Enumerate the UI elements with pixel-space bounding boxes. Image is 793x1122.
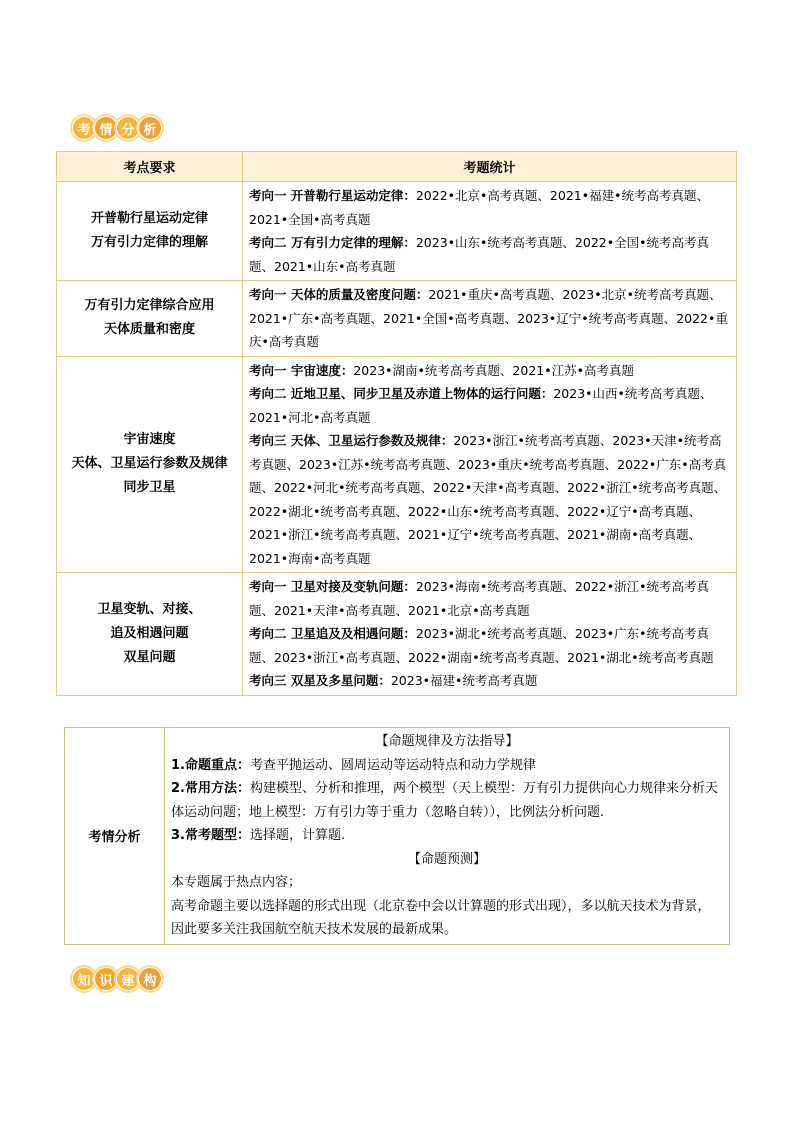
exam-statistics-table <box>56 151 737 696</box>
analysis-paragraph: 高考命题主要以选择题的形式出现（北京卷中会以计算题的形式出现），多以航天技术为背景，因此要多关注我国航空航天技术发展的最新成果。 <box>171 898 711 937</box>
paragraph-label: 2.常用方法： <box>171 781 250 796</box>
item-label: 考向三 天体、卫星运行参数及规律： <box>249 433 454 448</box>
item-text: 2023•山东•统考高考真题、2022•全国•统考高考真题、2021•山东•高考真题 <box>249 235 709 274</box>
requirement-cell <box>57 182 243 281</box>
paragraph-text: 考查平抛运动、圆周运动等运动特点和动力学规律 <box>249 757 536 773</box>
item-label: 考向一 宇宙速度： <box>249 362 354 378</box>
requirement-line: 天体质量和密度 <box>103 322 195 338</box>
exam-item <box>249 429 730 570</box>
requirement-line: 同步卫星 <box>123 480 176 496</box>
badge-char: 识 <box>94 967 118 991</box>
prediction-heading: 【命题预测】 <box>407 851 486 867</box>
analysis-paragraph <box>171 754 723 778</box>
requirement-line: 宇宙速度 <box>123 432 176 448</box>
statistics-cell <box>243 182 737 281</box>
table-row <box>57 573 737 696</box>
section-badge-zhishi <box>72 966 160 992</box>
paragraph-text: 选择题，计算题. <box>249 828 346 843</box>
analysis-table <box>64 727 730 945</box>
guidance-heading: 【命题规律及方法指导】 <box>375 734 519 749</box>
badge-char: 析 <box>138 116 162 140</box>
analysis-body <box>165 728 730 945</box>
item-label: 考向二 万有引力定律的理解： <box>249 235 416 250</box>
item-text: 2023•湖南•统考高考真题、2021•江苏•高考真题 <box>353 362 634 378</box>
item-text: 2022•北京•高考真题、2021•福建•统考高考真题、2021•全国•高考真题 <box>249 188 709 227</box>
exam-item <box>249 382 730 429</box>
item-text: 2023•湖北•统考高考真题、2023•广东•统考高考真题、2023•浙江•高考真题、2022•湖南•统考高考真题、2021•湖北•统考高考真题 <box>249 626 714 665</box>
header-requirement: 考点要求 <box>57 152 243 182</box>
item-text: 2023•海南•统考高考真题、2022•浙江•统考高考真题、2021•天津•高考真题、2021•北京•高考真题 <box>249 579 709 618</box>
item-text: 2023•山西•统考高考真题、2021•河北•高考真题 <box>249 386 713 425</box>
analysis-paragraph <box>171 824 723 848</box>
requirement-line: 开普勒行星运动定律 <box>90 211 208 226</box>
section-badge-kaoqing <box>72 115 160 141</box>
table-row <box>57 182 737 281</box>
badge-char: 建 <box>116 967 140 991</box>
item-text: 2023•福建•统考高考真题 <box>390 673 538 688</box>
item-text: 2023•浙江•统考高考真题、2023•天津•统考高考真题、2023•江苏•统考高考真题、2023•重庆•统考高考真题、2022•广东•高考真题、2022•河北•统考高考真题、2022•天津•高考真题、2022•浙江•统考高考真题、2022•湖北•统考高考真题、2022•山东•统考高考真题、2022•辽宁•高考真题、2021•浙江•统考高考真题、2021•辽宁•统考高考真题、2021•湖南•高考真题、2021•海南•高考真题 <box>249 433 727 566</box>
badge-char: 情 <box>94 116 118 140</box>
requirement-cell <box>57 356 243 573</box>
analysis-label: 考情分析 <box>65 728 165 945</box>
table-row <box>65 728 730 945</box>
requirement-cell <box>57 573 243 696</box>
item-label: 考向三 双星及多星问题： <box>249 673 391 688</box>
exam-item <box>249 622 730 669</box>
table-row <box>57 281 737 357</box>
requirement-line: 万有引力定律的理解 <box>90 235 208 250</box>
statistics-cell <box>243 281 737 357</box>
requirement-line: 卫星变轨、对接、 <box>97 601 202 617</box>
paragraph-label: 3.常考题型： <box>171 828 250 843</box>
requirement-cell <box>57 281 243 357</box>
analysis-paragraph: 本专题属于热点内容； <box>171 875 302 890</box>
item-label: 考向一 卫星对接及变轨问题： <box>249 579 416 594</box>
table-header-row <box>57 152 737 182</box>
paragraph-label: 1.命题重点： <box>171 757 250 773</box>
statistics-cell <box>243 573 737 696</box>
paragraph-text: 构建模型、分析和推理，两个模型（天上模型：万有引力提供向心力规律来分析天体运动问题；地上模型：万有引力等于重力（忽略自转）），比例法分析问题. <box>171 781 718 820</box>
item-label: 考向一 天体的质量及密度问题： <box>249 287 429 302</box>
requirement-line: 万有引力定律综合应用 <box>84 298 215 314</box>
item-label: 考向二 卫星追及及相遇问题： <box>249 626 416 641</box>
table-row <box>57 356 737 573</box>
exam-item <box>249 283 730 354</box>
analysis-paragraph <box>171 777 723 824</box>
requirement-line: 双星问题 <box>123 649 176 665</box>
header-statistics: 考题统计 <box>243 152 737 182</box>
exam-item <box>249 575 730 622</box>
badge-char: 考 <box>72 116 96 140</box>
exam-item <box>249 231 730 278</box>
exam-item <box>249 184 730 231</box>
item-label: 考向二 近地卫星、同步卫星及赤道上物体的运行问题： <box>249 386 554 401</box>
requirement-line: 天体、卫星运行参数及规律 <box>71 456 228 472</box>
badge-char: 分 <box>116 116 140 140</box>
badge-char: 构 <box>138 967 162 991</box>
exam-item <box>249 359 730 383</box>
item-label: 考向一 开普勒行星运动定律： <box>249 188 416 203</box>
exam-item <box>249 669 730 693</box>
badge-char: 知 <box>72 967 96 991</box>
statistics-cell <box>243 356 737 573</box>
requirement-line: 追及相遇问题 <box>110 625 189 641</box>
item-text: 2021•重庆•高考真题、2023•北京•统考高考真题、2021•广东•高考真题、2021•全国•高考真题、2023•辽宁•统考高考真题、2022•重庆•高考真题 <box>249 287 728 349</box>
